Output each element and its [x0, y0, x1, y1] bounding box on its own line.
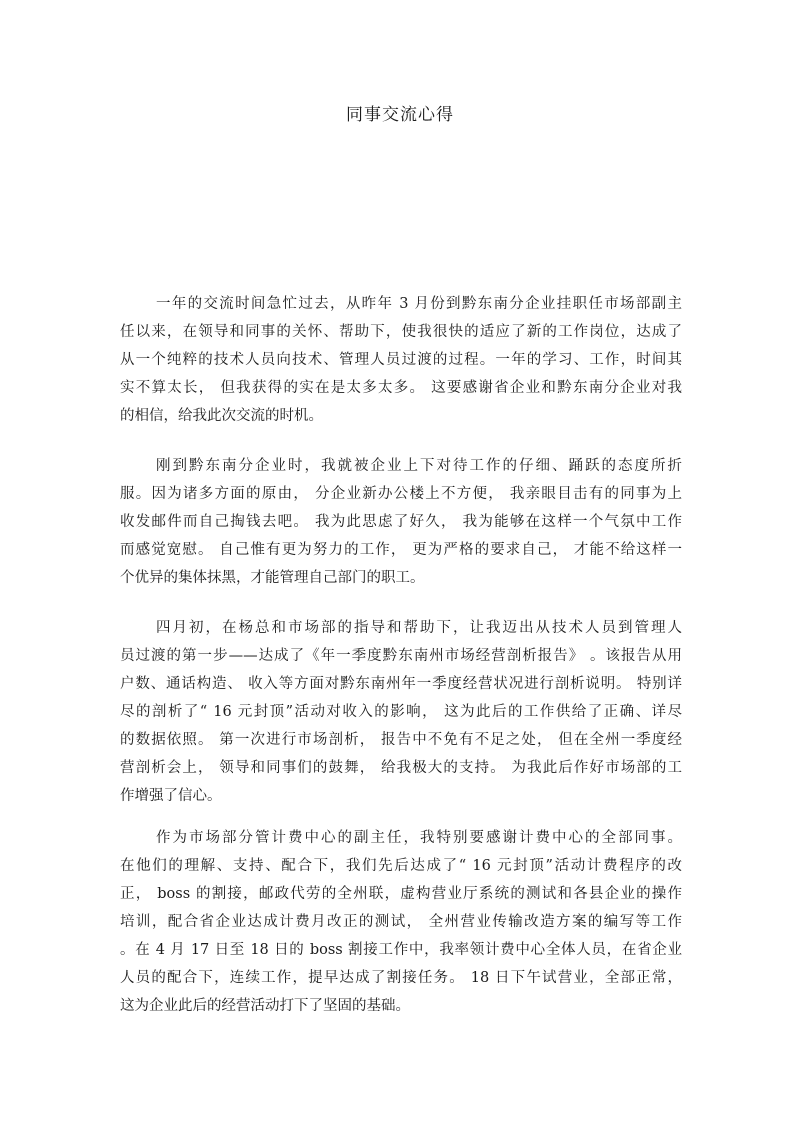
paragraph-2: [120, 452, 682, 592]
paragraph-4: [120, 824, 682, 1020]
paragraph-line: 的相信，给我此次交流的时机。: [120, 408, 323, 424]
paragraph-line: 的数据依照。 第一次进行市场剖析， 报告中不免有不足之处， 但在全州一季度经: [120, 732, 682, 748]
paragraph-3: [120, 614, 682, 810]
paragraph-line: 收发邮件而自己掏钱去吧。 我为此思虑了好久， 我为能够在这样一个气氛中工作: [120, 514, 682, 530]
document-title: 同事交流心得: [346, 105, 454, 125]
paragraph-line: 刚到黔东南分企业时，我就被企业上下对待工作的仔细、踊跃的态度所折: [156, 458, 682, 474]
paragraph-line: 实不算太长， 但我获得的实在是太多太多。 这要感谢省企业和黔东南分企业对我: [120, 380, 682, 396]
paragraph-1: [120, 290, 682, 430]
paragraph-line: 正， boss 的割接，邮政代劳的全州联，虚构营业厅系统的测试和各县企业的操作: [120, 886, 682, 902]
paragraph-line: 这为企业此后的经营活动打下了坚固的基础。: [120, 998, 410, 1014]
paragraph-line: 尽的剖析了“ 16 元封顶”活动对收入的影响， 这为此后的工作供给了正确、详尽: [120, 704, 682, 720]
paragraph-line: 员过渡的第一步——达成了《年一季度黔东南州市场经营剖析报告》 。该报告从用: [120, 648, 682, 664]
paragraph-line: 作为市场部分管计费中心的副主任，我特别要感谢计费中心的全部同事。: [156, 830, 682, 846]
paragraph-line: 任以来，在领导和同事的关怀、帮助下，使我很快的适应了新的工作岗位，达成了: [120, 324, 682, 340]
paragraph-line: 户数、通话构造、 收入等方面对黔东南州年一季度经营状况进行剖析说明。 特别详: [120, 676, 682, 692]
paragraph-line: 而感觉宽慰。 自己惟有更为努力的工作， 更为严格的要求自己， 才能不给这样一: [120, 542, 682, 558]
paragraph-line: 作增强了信心。: [120, 788, 222, 804]
paragraph-line: 从一个纯粹的技术人员向技术、管理人员过渡的过程。一年的学习、工作，时间其: [120, 352, 682, 368]
paragraph-line: 培训，配合省企业达成计费月改正的测试， 全州营业传输改造方案的编写等工作: [120, 914, 682, 930]
paragraph-line: 一年的交流时间急忙过去，从昨年 3 月份到黔东南分企业挂职任市场部副主: [156, 296, 682, 312]
paragraph-line: 四月初，在杨总和市场部的指导和帮助下，让我迈出从技术人员到管理人: [156, 620, 682, 636]
paragraph-line: 在他们的理解、支持、配合下，我们先后达成了“ 16 元封顶”活动计费程序的改: [120, 858, 682, 874]
paragraph-line: 个优异的集体抹黑，才能管理自己部门的职工。: [120, 570, 425, 586]
paragraph-line: 。在 4 月 17 日至 18 日的 boss 割接工作中，我率领计费中心全体人员，在省企业: [120, 942, 682, 958]
paragraph-line: 人员的配合下，连续工作，提早达成了割接任务。 18 日下午试营业，全部正常，: [120, 970, 682, 986]
paragraph-line: 营剖析会上， 领导和同事们的鼓舞， 给我极大的支持。 为我此后作好市场部的工: [120, 760, 682, 776]
paragraph-line: 服。因为诸多方面的原由， 分企业新办公楼上不方便， 我亲眼目击有的同事为上: [120, 486, 682, 502]
